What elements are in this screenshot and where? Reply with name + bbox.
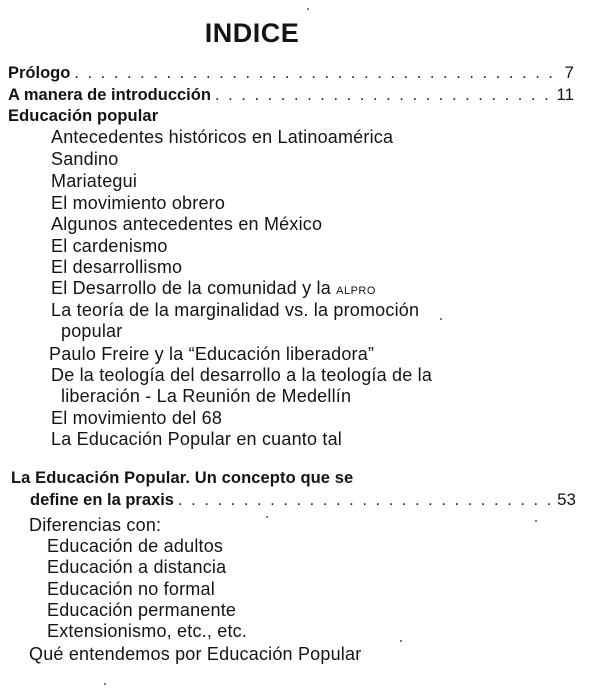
toc-item-marginalidad-cont[interactable]: popular — [61, 321, 123, 341]
toc-entry-introduccion[interactable] — [8, 84, 574, 106]
toc-subitem[interactable]: Educación no formal — [47, 579, 215, 599]
dot-leader — [215, 84, 552, 106]
scan-speck — [266, 516, 268, 518]
toc-subitem[interactable]: Educación permanente — [47, 600, 237, 620]
toc-subitem[interactable]: Educación de adultos — [47, 536, 224, 556]
toc-item[interactable]: El desarrollismo — [51, 257, 183, 277]
toc-page-number: 7 — [564, 63, 574, 82]
toc-item-teologia[interactable]: De la teología del desarrollo a la teología de la — [51, 365, 433, 385]
scan-speck — [440, 318, 442, 320]
toc-entry-praxis[interactable] — [30, 489, 576, 511]
toc-entry-label: A manera de introducción — [8, 86, 211, 104]
toc-item[interactable]: Sandino — [51, 149, 119, 169]
scan-speck — [400, 640, 402, 642]
toc-entry-label: define en la praxis — [30, 491, 174, 509]
dot-leader — [74, 62, 560, 84]
acronym-alpro: ALPRO — [336, 285, 376, 297]
toc-item-freire[interactable]: Paulo Freire y la “Educación liberadora” — [49, 344, 375, 364]
toc-entry-prologo[interactable] — [8, 62, 574, 84]
section-heading-concepto[interactable]: La Educación Popular. Un concepto que se — [11, 469, 354, 487]
toc-item[interactable]: Mariategui — [51, 171, 138, 191]
toc-page-number: 53 — [557, 490, 576, 509]
scan-speck — [104, 683, 106, 685]
scan-speck — [307, 8, 309, 10]
toc-subitem[interactable]: Extensionismo, etc., etc. — [47, 621, 248, 641]
dot-leader — [178, 489, 553, 511]
toc-subitem[interactable]: Educación a distancia — [47, 557, 227, 577]
toc-page-number: 11 — [556, 85, 574, 104]
toc-item[interactable]: Algunos antecedentes en México — [51, 214, 323, 234]
toc-item-teologia-cont[interactable]: liberación - La Reunión de Medellín — [61, 386, 352, 406]
scan-speck — [535, 520, 537, 522]
toc-item[interactable]: El cardenismo — [51, 236, 168, 256]
toc-subheading-diferencias[interactable]: Diferencias con: — [29, 515, 162, 535]
toc-item[interactable]: Antecedentes históricos en Latinoamérica — [51, 127, 394, 147]
toc-item-text: El Desarrollo de la comunidad y la — [51, 278, 337, 298]
section-heading-educacion-popular[interactable]: Educación popular — [8, 107, 159, 125]
page-title: INDICE — [204, 18, 300, 48]
toc-entry-label: Prólogo — [8, 64, 71, 82]
toc-item[interactable]: El movimiento obrero — [51, 193, 226, 213]
toc-item-movimiento-68[interactable]: El movimiento del 68 — [51, 408, 223, 428]
toc-item-en-cuanto-tal[interactable]: La Educación Popular en cuanto tal — [51, 429, 343, 449]
toc-item-marginalidad[interactable]: La teoría de la marginalidad vs. la promoción — [51, 300, 420, 320]
toc-item-que-entendemos[interactable]: Qué entendemos por Educación Popular — [29, 644, 362, 664]
